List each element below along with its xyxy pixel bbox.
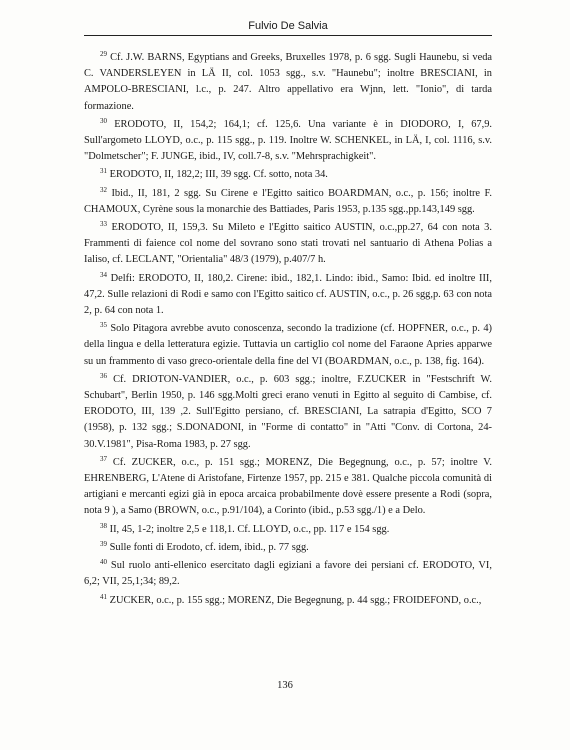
footnote-number: 35 (100, 321, 107, 330)
footnote (84, 167, 492, 183)
footnote (84, 372, 492, 453)
footnote (84, 522, 492, 538)
footnote-number: 34 (100, 270, 107, 279)
footnote-text: II, 45, 1-2; inoltre 2,5 e 118,1. Cf. LLOYD, o.c., pp. 117 e 154 sgg. (109, 523, 390, 535)
footnote-text: Cf. ZUCKER, o.c., p. 151 sgg.; MORENZ, Die Begegnung, o.c., p. 57; inoltre V. EHRENBERG, L'Atene di Aristofane, Firtenze 1957, pp. 215 e 381. Qualche piccola comunità di artigiani e mercanti egizi già in epoca arcaica probabilmente dovè essere presente a Rodi (sopra, nota 9 ), a Samo (BROWN, o.c., p.91/104), a Corinto (ibid., p.53 sgg./1) e a Delo. (84, 456, 493, 517)
footnote-number: 36 (100, 371, 107, 380)
footnote (84, 321, 492, 370)
footnote-number: 32 (100, 185, 107, 194)
footnotes-block (84, 50, 492, 611)
footnote-text: ERODOTO, II, 182,2; III, 39 sgg. Cf. sotto, nota 34. (109, 169, 328, 181)
footnote (84, 271, 492, 320)
footnote-text: Ibid., II, 181, 2 sgg. Su Cirene e l'Egitto saitico BOARDMAN, o.c., p. 156; inoltre F. CHAMOUX, Cyrène sous la monarchie des Battiades, Paris 1953, p.135 sgg.,pp.143,149 sgg. (84, 187, 492, 215)
footnote (84, 455, 492, 520)
footnote-number: 37 (100, 454, 107, 463)
footnote (84, 558, 492, 590)
footnote-text: Cf. J.W. BARNS, Egyptians and Greeks, Bruxelles 1978, p. 6 sgg. Sugli Haunebu, si veda C. VANDERSLEYEN in LÄ II, col. 1053 sgg., s.v. "Haunebu"; inoltre BRESCIANI, in AMPOLO-BRESCIANI, l.c., p. 247. Altro appellativo era Wjnn, lett. "Ionio", di tarda formazione. (84, 52, 492, 112)
footnote-text: Sulle fonti di Erodoto, cf. idem, ibid., p. 77 sgg. (109, 541, 309, 553)
footnote-number: 40 (100, 558, 107, 567)
footnote-number: 38 (100, 521, 107, 530)
footnote (84, 50, 492, 115)
running-header: Fulvio De Salvia (84, 20, 492, 36)
footnote (84, 593, 492, 609)
footnote-number: 41 (100, 592, 107, 601)
footnote (84, 220, 492, 269)
footnote-text: Delfi: ERODOTO, II, 180,2. Cirene: ibid., 182,1. Lindo: ibid., Samo: Ibid. ed inoltre III, 47,2. Sulle relazioni di Rodi e samo con l'Egitto saitico cf. AUSTIN, o.c., p. 26 sgg,p. 63 con nota 2, p. 64 con nota 1. (84, 272, 492, 317)
footnote-text: ZUCKER, o.c., p. 155 sgg.; MORENZ, Die Begegnung, p. 44 sgg.; FROIDEFOND, o.c., (109, 594, 482, 606)
footnote-text: Solo Pitagora avrebbe avuto conoscenza, secondo la tradizione (cf. HOPFNER, o.c., p. 4) della lingua e della letteratura egizie. Tuttavia un cartiglio col nome del Faraone Apries apparwe su un frammento di vaso greco-orientale della fine del VI (BOARDMAN, o.c., p. 138, fig. 164). (84, 323, 492, 367)
footnote-text: ERODOTO, II, 154,2; 164,1; cf. 125,6. Una variante è in DIODORO, I, 67,9. Sull'argometo LLOYD, o.c., p. 115 sgg., p. 119. Inoltre W. SCHENKEL, in LÄ, I, col. 1116, s.v. "Dolmetscher"; F. JUNGE, ibid., IV, coll.7-8, s.v. "Mehrsprachigkeit". (84, 118, 492, 163)
footnote-text: ERODOTO, II, 159,3. Su Mileto e l'Egitto saitico AUSTIN, o.c.,pp.27, 64 con nota 3. Frammenti di faience col nome del sovrano sono stati trovati nel santuario di Athena Polias a Ialiso, cf. LECLANT, "Orientalia" 48/3 (1979), p.407/7 h. (84, 222, 492, 266)
footnote-number: 29 (100, 50, 107, 58)
footnote-text: Sul ruolo anti-ellenico esercitato dagli egiziani a favore dei persiani cf. ERODOTO, VI, 6,2; VII, 25,1;34; 89,2. (84, 560, 492, 588)
footnote (84, 117, 492, 166)
footnote-number: 30 (100, 116, 107, 125)
footnote (84, 186, 492, 218)
footnote-number: 33 (100, 220, 107, 229)
footnote (84, 540, 492, 556)
footnote-number: 31 (100, 167, 107, 176)
footnote-text: Cf. DRIOTON-VANDIER, o.c., p. 603 sgg.; inoltre, F.ZUCKER in "Festschrift W. Schubart", Berlin 1950, p. 146 sgg.Molti greci erano venuti in Egitto al seguito di Cambise, cf. ERODOTO, III, 139 ,2. Sull'Egitto persiano, cf. BRESCIANI, La satrapia d'Egitto, SCO 7 (1958), p. 132 sgg.; S.DONADONI, in "Forme di contatto" in "Atti "Conv. di Cortona, 24-30.V.1981", Pisa-Roma 1983, p. 27 sgg. (84, 373, 492, 450)
footnote-number: 39 (100, 539, 107, 548)
page-number: 136 (277, 680, 293, 691)
